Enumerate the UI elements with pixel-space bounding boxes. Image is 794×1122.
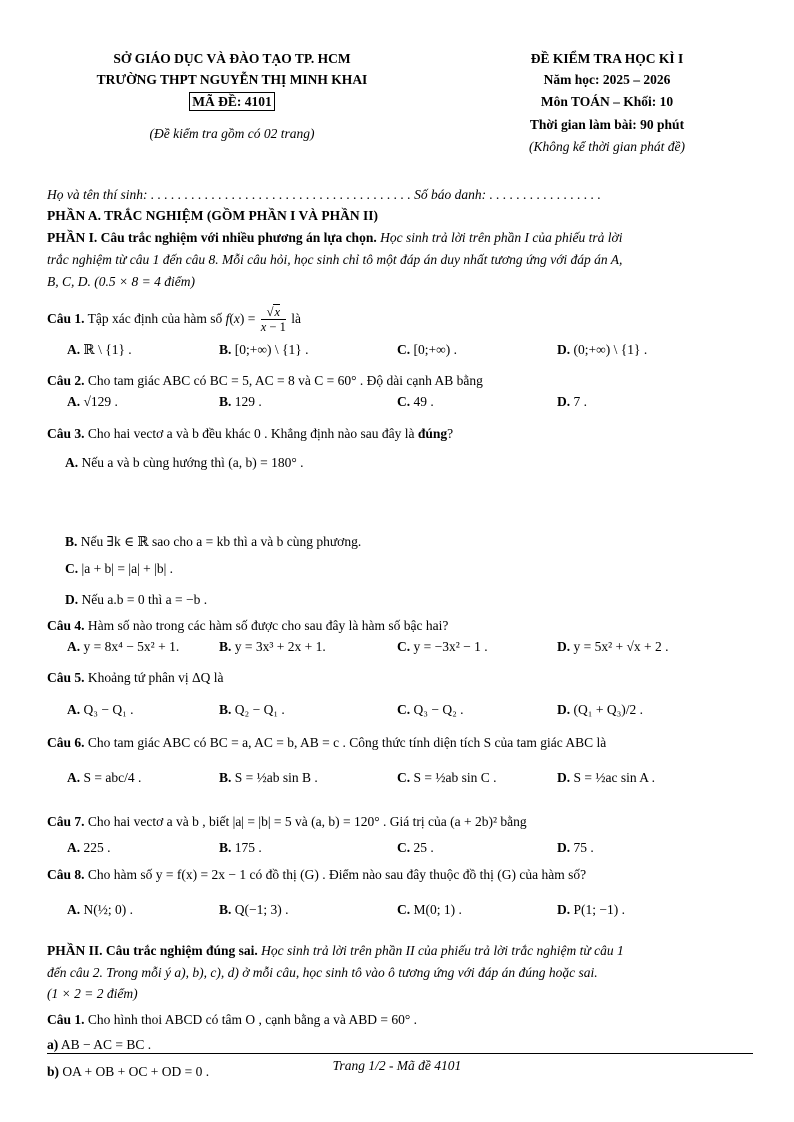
subject: Môn TOÁN – Khối: 10 [540, 94, 674, 109]
option-d[interactable]: (Q₁ + Q₃)/2 . [573, 702, 644, 717]
question-3-option-b[interactable]: B. Nếu ∃k ∈ ℝ sao cho a = kb thì a và b cùng phương. [65, 534, 362, 549]
option-d[interactable]: (0;+∞) \ {1} . [573, 342, 648, 357]
option-c[interactable]: M(0; 1) . [413, 902, 462, 917]
option-a[interactable]: S = abc/4 . [83, 770, 142, 785]
option-c[interactable]: S = ½ab sin C . [413, 770, 497, 785]
option-c[interactable]: y = −3x² − 1 . [413, 639, 488, 654]
option-b[interactable]: 129 . [234, 394, 262, 409]
question-4: Câu 4. Hàm số nào trong các hàm số được cho sau đây là hàm số bậc hai? [47, 618, 449, 633]
exam-page: SỞ GIÁO DỤC VÀ ĐÀO TẠO TP. HCM TRƯỜNG THPT NGUYỄN THỊ MINH KHAI MÃ ĐỀ: 4101 (Đề kiểm tra gồm có 02 trang) ĐỀ KIỂM TRA HỌC KÌ I Năm học: 2025 – 2026 Môn TOÁN – Khối: 10 Thời gian làm bài: 90 phút (Không kể thời gian phát đề) Họ và tên thí sinh: . . . . . . . . . . . . . . . . . . . . . . . . . . . . . . . . . . . . . . . Số báo danh: . . . . . . . . . . . . . . . . . PHẦN A. TRẮC NGHIỆM (GỒM PHẦN I VÀ PHẦN II) PHẦN I. Câu trắc nghiệm với nhiều phương án lựa chọn. Học sinh trả lời trên phần I của phiếu trả lời trắc nghiệm từ câu 1 đến câu 8. Mỗi câu hỏi, học sinh chỉ tô một đáp án duy nhất tương ứng với đáp án A, B, C, D. (0.5 × 8 = 4 điểm) Câu 1. Tập xác định của hàm số f(x) = $\frac{√x}{x - 1}$ là A. ℝ \ {1} . B. [0;+∞) \ {1} . C. [0;+∞) . D. (0;+∞) \ {1} . Câu 2. Cho tam giác ABC có BC = 5, AC = 8 và C = 60° . Độ dài cạnh AB bằng A. √129 . B. 129 . C. 49 . D. 7 . Câu 3. Cho hai vectơ a và b đều khác 0 . Khẳng định nào sau đây là đúng? A. Nếu a và b cùng hướng thì (a, b) = 180° . B. Nếu ∃k ∈ ℝ sao cho a = kb thì a và b cùng phương. C. |a + b| = |a| + |b| . D. Nếu a.b = 0 thì a = −b . Câu 4. Hàm số nào trong các hàm số được cho sau đây là hàm số bậc hai? A. y = 8x⁴ − 5x² + 1. B. y = 3x³ + 2x + 1. C. y = −3x² − 1 . D. y = 5x² + √x + 2 . Câu 5. Khoảng tứ phân vị ΔQ là A. Q₃ − Q₁ . B. Q₂ − Q₁ . C. Q₃ − Q₂ . D. (Q₁ + Q₃)/2 . Câu 6. Cho tam giác ABC có BC = a, AC = b, AB = c . Công thức tính diện tích S của tam giác ABC là A. S = abc/4 . B. S = ½ab sin B . C. S = ½ab sin C . D. S = ½ac sin A . Câu 7. Cho hai vectơ a và b , biết |a| = |b| = 5 và (a, b) = 120° . Giá trị của (a + 2b)² bằng A. 225 . B. 175 . C. 25 . D. 75 . Câu 8. Cho hàm số y = f(x) = 2x − 1 có đồ thị (G) . Điểm nào sau đây thuộc đồ thị (G) của hàm số? A. N(½; 0) . B. Q(−1; 3) . C. M(0; 1) . D. P(1; −1) . PHẦN II. Câu trắc nghiệm đúng sai. Học sinh trả lời trên phần II của phiếu trả lời trắc nghiệm từ câu 1 đến câu 2. Trong mỗi ý a), b), c), d) ở mỗi câu, học sinh tô vào ô tương ứng với đáp án đúng hoặc sai. (1 × 2 = 2 điểm) Câu 1. Cho hình thoi ABCD có tâm O , cạnh bằng a và ABD = 60° . a) AB − AC = BC . b) OA + OB + OC + OD = 0 . [47, 48, 753, 160]
part-a-title: PHẦN A. TRẮC NGHIỆM (GỒM PHẦN I VÀ PHẦN II) [47, 208, 379, 223]
part2-q1-statement-a[interactable]: a) AB − AC = BC . [47, 1037, 152, 1052]
question-8: Câu 8. Cho hàm số y = f(x) = 2x − 1 có đồ thị (G) . Điểm nào sau đây thuộc đồ thị (G) của hàm số? [47, 867, 587, 882]
question-3-option-c[interactable]: C. |a + b| = |a| + |b| . [65, 561, 174, 576]
option-b[interactable]: y = 3x³ + 2x + 1. [234, 639, 326, 654]
footer-rule [47, 1053, 753, 1054]
question-8-options: A. N(½; 0) . B. Q(−1; 3) . C. M(0; 1) . D. P(1; −1) . [67, 902, 625, 917]
option-d[interactable]: 75 . [573, 840, 594, 855]
option-c[interactable]: Q₃ − Q₂ . [413, 702, 464, 717]
option-b[interactable]: Q₂ − Q₁ . [234, 702, 285, 717]
option-b[interactable]: [0;+∞) \ {1} . [234, 342, 309, 357]
duration-note: (Không kể thời gian phát đề) [528, 139, 686, 154]
question-3-option-a[interactable]: A. Nếu a và b cùng hướng thì (a, b) = 180° . [65, 455, 304, 470]
option-c[interactable]: 49 . [413, 394, 434, 409]
option-d[interactable]: 7 . [573, 394, 587, 409]
option-a[interactable]: Q₃ − Q₁ . [83, 702, 134, 717]
question-3: Câu 3. Cho hai vectơ a và b đều khác 0 . Khẳng định nào sau đây là đúng? [47, 426, 454, 441]
question-2: Câu 2. Cho tam giác ABC có BC = 5, AC = 8 và C = 60° . Độ dài cạnh AB bằng [47, 373, 483, 388]
option-d[interactable]: y = 5x² + √x + 2 . [573, 639, 669, 654]
option-a[interactable]: ℝ \ {1} . [83, 342, 132, 357]
option-a[interactable]: 225 . [83, 840, 111, 855]
option-d[interactable]: S = ½ac sin A . [573, 770, 655, 785]
footer: Trang 1/2 - Mã đề 4101 [332, 1058, 462, 1073]
exam-code: MÃ ĐỀ: 4101 [189, 92, 275, 111]
option-b[interactable]: Q(−1; 3) . [234, 902, 289, 917]
part2-q1-statement-b[interactable]: b) OA + OB + OC + OD = 0 . [47, 1064, 210, 1079]
question-7-options: A. 225 . B. 175 . C. 25 . D. 75 . [67, 840, 594, 855]
part2-instructions: PHẦN II. Câu trắc nghiệm đúng sai. Học sinh trả lời trên phần II của phiếu trả lời trắc nghiệm từ câu 1 [47, 943, 624, 958]
question-6: Câu 6. Cho tam giác ABC có BC = a, AC = b, AB = c . Công thức tính diện tích S của tam giác ABC là [47, 735, 607, 750]
question-2-options: A. √129 . B. 129 . C. 49 . D. 7 . [67, 394, 587, 409]
school-year: Năm học: 2025 – 2026 [543, 72, 671, 87]
exam-title: ĐỀ KIỂM TRA HỌC KÌ I [530, 51, 684, 66]
option-a[interactable]: √129 . [83, 394, 118, 409]
option-c[interactable]: 25 . [413, 840, 434, 855]
question-4-options: A. y = 8x⁴ − 5x² + 1. B. y = 3x³ + 2x + 1. C. y = −3x² − 1 . D. y = 5x² + √x + 2 . [67, 639, 669, 654]
question-3-option-d[interactable]: D. Nếu a.b = 0 thì a = −b . [65, 592, 208, 607]
question-5: Câu 5. Khoảng tứ phân vị ΔQ là [47, 670, 224, 685]
fraction: $\frac{√x}{x - 1}$ [260, 305, 286, 335]
school-name: TRƯỜNG THPT NGUYỄN THỊ MINH KHAI [96, 72, 368, 87]
question-6-options: A. S = abc/4 . B. S = ½ab sin B . C. S = ½ab sin C . D. S = ½ac sin A . [67, 770, 655, 785]
question-7: Câu 7. Cho hai vectơ a và b , biết |a| = |b| = 5 và (a, b) = 120° . Giá trị của (a + 2b)² bằng [47, 814, 527, 829]
part1-instructions: PHẦN I. Câu trắc nghiệm với nhiều phương án lựa chọn. Học sinh trả lời trên phần I của phiếu trả lời [47, 230, 623, 245]
dept-name: SỞ GIÁO DỤC VÀ ĐÀO TẠO TP. HCM [113, 51, 351, 66]
duration: Thời gian làm bài: 90 phút [529, 117, 685, 132]
option-b[interactable]: S = ½ab sin B . [234, 770, 318, 785]
question-1: Câu 1. Tập xác định của hàm số f(x) = $\frac{√x}{x - 1}$ là [47, 305, 301, 335]
part2-question-1: Câu 1. Cho hình thoi ABCD có tâm O , cạnh bằng a và ABD = 60° . [47, 1012, 417, 1027]
header [47, 48, 753, 160]
question-5-options: A. Q₃ − Q₁ . B. Q₂ − Q₁ . C. Q₃ − Q₂ . D. (Q₁ + Q₃)/2 . [67, 702, 644, 717]
option-a[interactable]: N(½; 0) . [83, 902, 133, 917]
option-a[interactable]: y = 8x⁴ − 5x² + 1. [83, 639, 180, 654]
option-b[interactable]: 175 . [234, 840, 262, 855]
candidate-line: Họ và tên thí sinh: . . . . . . . . . . . . . . . . . . . . . . . . . . . . . . . . . . . . . . . Số báo danh: . . . . . . . . . . . . . . . . . [47, 187, 601, 202]
question-1-options: A. ℝ \ {1} . B. [0;+∞) \ {1} . C. [0;+∞) . D. (0;+∞) \ {1} . [67, 342, 648, 357]
option-d[interactable]: P(1; −1) . [573, 902, 625, 917]
page-count-note: (Đề kiểm tra gồm có 02 trang) [149, 126, 315, 141]
option-c[interactable]: [0;+∞) . [413, 342, 457, 357]
